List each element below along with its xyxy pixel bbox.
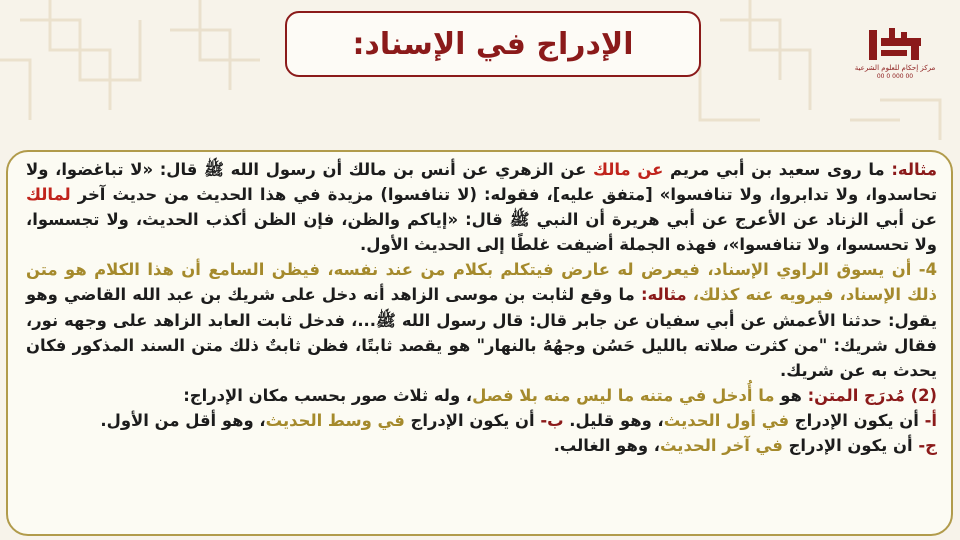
- form-c-label: ج-: [918, 436, 937, 456]
- page-title: الإدراج في الإسناد:: [352, 26, 634, 62]
- form-b-location: في وسط الحديث: [265, 410, 405, 430]
- example-label: مثاله:: [640, 285, 687, 305]
- highlight-malik: عن مالك: [592, 160, 664, 179]
- logo: [840, 24, 950, 94]
- type-4-text: 4- أن يسوق الراوي الإسناد، فيعرض له عارض فيتكلم بكلام من عند نفسه، فيظن السامع أن هذا الكلام هو متن ذلك الإسناد، فيرويه عنه كذلك،: [26, 260, 937, 305]
- logo-number: 00 0 000 00: [876, 73, 914, 80]
- paragraph-form-c: [26, 433, 937, 458]
- text-span: عن أبي الزناد عن الأعرج عن أبي هريرة أن النبي ﷺ قال: «إياكم والظن، فإن الظن أكذب الحديث، ولا تجسسوا، ولا تحسسوا، ولا تنافسوا»، فهذه الجملة أضيفت غلطًا إلى الحديث الأول.: [26, 210, 937, 255]
- text-span: هو: [774, 385, 808, 405]
- logo-mark-icon: [865, 24, 925, 64]
- text-span: ، وهو أقل من الأول.: [100, 410, 266, 430]
- example-label: مثاله:: [891, 160, 937, 179]
- form-b-label: ب-: [540, 410, 564, 430]
- text-span: ، وله ثلاث صور بحسب مكان الإدراج:: [183, 385, 473, 405]
- mudraj-matn-heading: (2) مُدرَج المتن:: [807, 385, 937, 405]
- text-span: عن الزهري عن أنس بن مالك أن رسول الله ﷺ قال: «لا تباغضوا، ولا تحاسدوا، ولا تدابروا، ولا تنافسوا» [متفق عليه]، فقوله: (لا تنافسوا) مزيدة في هذا الحديث من حديث آخر: [26, 160, 937, 205]
- form-a-location: في أول الحديث: [663, 410, 790, 430]
- text-span: ، وهو الغالب.: [553, 436, 660, 456]
- text-span: ، وهو قليل.: [563, 410, 664, 430]
- highlight-malik-2: لمالك: [26, 185, 71, 205]
- content-box: [6, 150, 953, 536]
- text-span: ما وقع لثابت بن موسى الزاهد أنه دخل على شريك بن عبد الله القاضي وهو يقول: حدثنا الأعمش عن أبي سفيان عن جابر قال: قال رسول الله ﷺ...، فدخل ثابت العابد الزاهد على وجهه نور، فقال شريك: "من كثرت صلاته بالليل حَسُن وجهُهُ بالنهار" هو يقصد ثابتًا، فظن ثابتٌ ذلك متن السند المذكور فكان يحدث به عن شريك.: [26, 285, 937, 380]
- title-box: [285, 11, 701, 77]
- content-text: [26, 157, 937, 458]
- paragraph-example-malik: [26, 157, 937, 257]
- paragraph-mudraj-matn: [26, 383, 937, 408]
- text-span: ما روى سعيد بن أبي مريم: [663, 160, 892, 179]
- form-a-label: أ-: [918, 410, 937, 430]
- mudraj-matn-definition: ما أُدخل في متنه ما ليس منه بلا فصل: [472, 385, 775, 405]
- paragraph-forms-a-b: [26, 408, 937, 433]
- text-span: أن يكون الإدراج: [789, 410, 919, 430]
- text-span: أن يكون الإدراج: [782, 436, 919, 456]
- paragraph-type-4: [26, 257, 937, 382]
- logo-subtitle: مركز إحكام للعلوم الشرعية: [854, 64, 936, 72]
- text-span: أن يكون الإدراج: [404, 410, 541, 430]
- form-c-location: في آخر الحديث: [659, 436, 783, 456]
